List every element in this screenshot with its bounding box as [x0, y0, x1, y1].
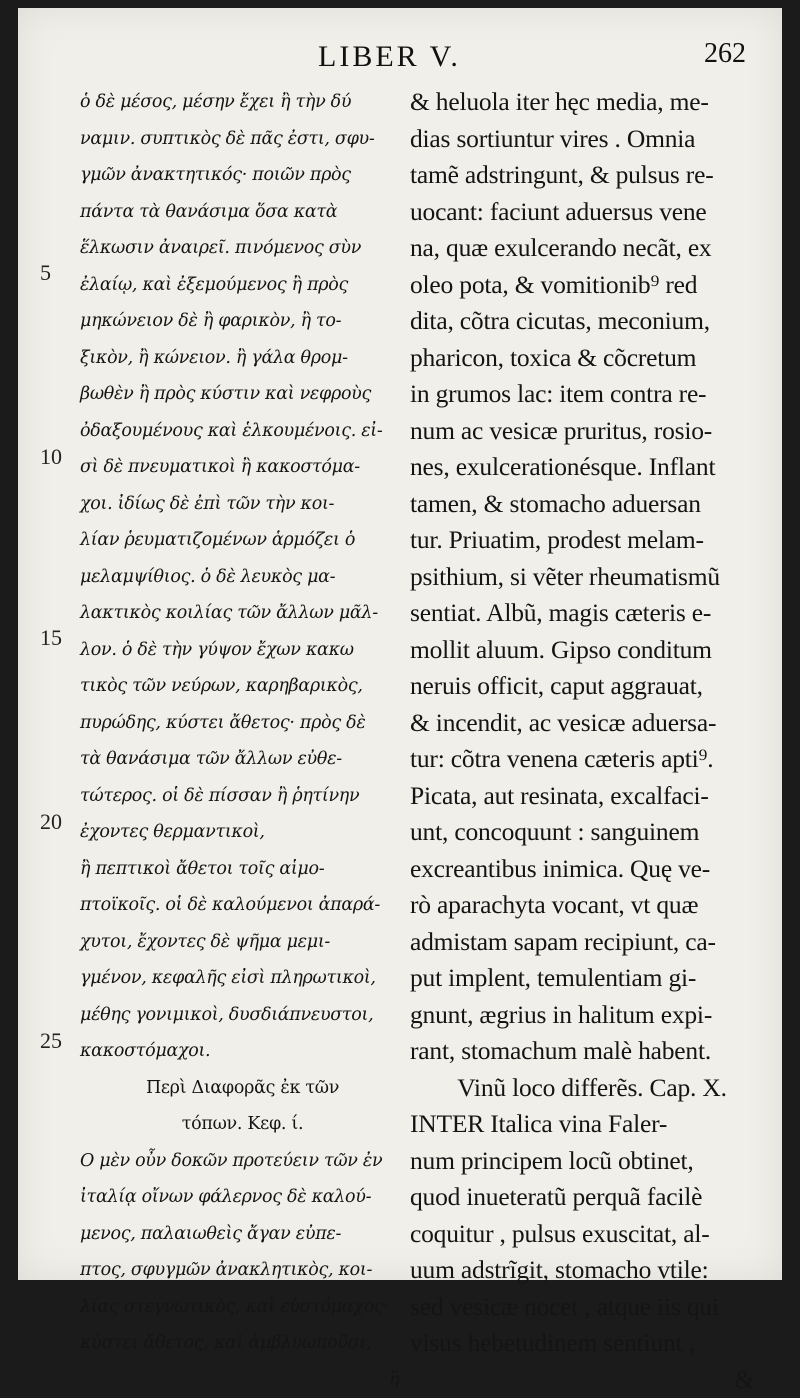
- greek-line: ἰταλίᾳ οἴνων φάλερνος δὲ καλού-: [80, 1179, 405, 1216]
- greek-line: βωθὲν ἢ πρὸς κύστιν καὶ νεφροὺς: [80, 376, 405, 413]
- latin-line: nes, exulcerationésque. Inflant: [410, 449, 774, 486]
- greek-line: γμένον, κεφαλῆς εἰσὶ πληρωτικοὶ,: [80, 960, 405, 997]
- greek-line: χυτοι, ἔχοντες δὲ ψῆμα μεμι-: [80, 924, 405, 961]
- greek-line: ἢ πεπτικοὶ ἄθετοι τοῖς αἱμο-: [80, 851, 405, 888]
- greek-line: μελαμψίθιος. ὁ δὲ λευκὸς μα-: [80, 559, 405, 596]
- latin-line: in grumos lac: item contra re-: [410, 376, 774, 413]
- greek-line: λακτικὸς κοιλίας τῶν ἄλλων μᾶλ-: [80, 595, 405, 632]
- greek-line: μέθης γονιμικοὶ, δυσδιάπνευστοι,: [80, 997, 405, 1034]
- latin-line: num principem locũ obtinet,: [410, 1143, 774, 1180]
- page-number: 262: [704, 38, 746, 70]
- latin-line: put implent, temulentiam gi-: [410, 960, 774, 997]
- greek-line: τικὸς τῶν νεύρων, καρηβαρικὸς,: [80, 668, 405, 705]
- latin-line: Picata, aut resinata, excalfaci-: [410, 778, 774, 815]
- greek-line: πτος, σφυγμῶν ἀνακλητικὸς, κοι-: [80, 1252, 405, 1289]
- latin-line: dias sortiuntur vires . Omnia: [410, 121, 774, 158]
- latin-line: psithium, si vẽter rheumatismũ: [410, 559, 774, 596]
- latin-line: uum adstrĩgit, stomacho vtile:: [410, 1252, 774, 1289]
- latin-line: tur: cõtra venena cæteris apti⁹.: [410, 741, 774, 778]
- line-number: 20: [40, 809, 62, 835]
- greek-column: [80, 84, 405, 1398]
- line-number: 5: [40, 260, 51, 286]
- greek-line: ξικὸν, ἢ κώνειον. ἢ γάλα θρομ-: [80, 340, 405, 377]
- latin-line: unt, concoquunt : sanguinem: [410, 814, 774, 851]
- latin-line: na, quæ exulcerando necãt, ex: [410, 230, 774, 267]
- latin-line: tamen, & stomacho aduersan: [410, 486, 774, 523]
- latin-line: gnunt, ægrius in halitum expi-: [410, 997, 774, 1034]
- latin-chapter-heading: Vinũ loco differẽs. Cap. X.: [410, 1070, 774, 1107]
- greek-line: κύστει ἄθετος, καὶ ἀμβλυωποῦσι,: [80, 1325, 405, 1362]
- greek-line: λίας στεγνωτικὸς, καὶ εὐστόμαχος·: [80, 1289, 405, 1326]
- latin-line: coquitur , pulsus exuscitat, al-: [410, 1216, 774, 1253]
- greek-line: λον. ὁ δὲ τὴν γύψον ἔχων κακω: [80, 632, 405, 669]
- greek-line: ναμιν. συπτικὸς δὲ πᾶς ἐστι, σφυ-: [80, 121, 405, 158]
- latin-line: mollit aluum. Gipso conditum: [410, 632, 774, 669]
- greek-line: ἕλκωσιν ἀναιρεῖ. πινόμενος σὺν: [80, 230, 405, 267]
- latin-line: admistam sapam recipiunt, ca-: [410, 924, 774, 961]
- line-number: 15: [40, 625, 62, 651]
- latin-line: rant, stomachum malè habent.: [410, 1033, 774, 1070]
- greek-line: ἐχοντες θερμαντικοὶ,: [80, 814, 405, 851]
- latin-line: & incendit, ac vesicæ aduersa-: [410, 705, 774, 742]
- greek-line: μενος, παλαιωθεὶς ἄγαν εὐπε-: [80, 1216, 405, 1253]
- latin-line: INTER Italica vina Faler-: [410, 1106, 774, 1143]
- latin-line: excreantibus inimica. Quę ve-: [410, 851, 774, 888]
- greek-line: γμῶν ἀνακτητικός· ποιῶν πρὸς: [80, 157, 405, 194]
- greek-line: τώτερος. οἱ δὲ πίσσαν ἢ ῥητίνην: [80, 778, 405, 815]
- latin-line: tamẽ adstringunt, & pulsus re-: [410, 157, 774, 194]
- greek-chapter-heading: Περὶ Διαφορᾶς ἐκ τῶν: [80, 1070, 405, 1107]
- book-page: [18, 8, 782, 1280]
- latin-line: sentiat. Albũ, magis cæteris e-: [410, 595, 774, 632]
- latin-line: neruis officit, caput aggrauat,: [410, 668, 774, 705]
- latin-line: & heluola iter hęc media, me-: [410, 84, 774, 121]
- greek-line: ὀδαξουμένους καὶ ἑλκουμένοις. εἰ-: [80, 413, 405, 450]
- latin-line: oleo pota, & vomitionib⁹ red: [410, 267, 774, 304]
- greek-line: ὁ δὲ μέσος, μέσην ἔχει ἢ τὴν δύ: [80, 84, 405, 121]
- latin-line: pharicon, toxica & cõcretum: [410, 340, 774, 377]
- running-title: LIBER V.: [318, 40, 461, 74]
- greek-chapter-heading: τόπων. Κεφ. ί.: [80, 1106, 405, 1143]
- greek-line: σὶ δὲ πνευματικοὶ ἢ κακοστόμα-: [80, 449, 405, 486]
- latin-column: [410, 84, 774, 1398]
- latin-line: rò aparachyta vocant, vt quæ: [410, 887, 774, 924]
- greek-line: πυρώδης, κύστει ἄθετος· πρὸς δὲ: [80, 705, 405, 742]
- greek-line: τὰ θανάσιμα τῶν ἄλλων εὐθε-: [80, 741, 405, 778]
- line-number: 10: [40, 444, 62, 470]
- greek-catchword: ἢ: [80, 1362, 405, 1398]
- latin-line: dita, cõtra cicutas, meconium,: [410, 303, 774, 340]
- latin-line: visus hebetudinem sentiunt ,: [410, 1325, 774, 1362]
- greek-line: πτοϊκοῖς. οἱ δὲ καλούμενοι ἀπαρά-: [80, 887, 405, 924]
- greek-line: Ο μὲν οὖν δοκῶν προτεύειν τῶν ἐν: [80, 1143, 405, 1180]
- greek-line: λίαν ῥευματιζομένων ἁρμόζει ὁ: [80, 522, 405, 559]
- latin-line: uocant: faciunt aduersus vene: [410, 194, 774, 231]
- line-number: 25: [40, 1028, 62, 1054]
- latin-line: tur. Priuatim, prodest melam-: [410, 522, 774, 559]
- greek-line: ἐλαίῳ, καὶ ἐξεμούμενος ἢ πρὸς: [80, 267, 405, 304]
- latin-line: num ac vesicæ pruritus, rosio-: [410, 413, 774, 450]
- latin-line: quod inueteratũ perquã facilè: [410, 1179, 774, 1216]
- latin-line: sed vesicæ nocet , atque iis qui: [410, 1289, 774, 1326]
- greek-line: πάντα τὰ θανάσιμα ὅσα κατὰ: [80, 194, 405, 231]
- greek-line: χοι. ἰδίως δὲ ἐπὶ τῶν τὴν κοι-: [80, 486, 405, 523]
- greek-line: κακοστόμαχοι.: [80, 1033, 405, 1070]
- greek-line: μηκώνειον δὲ ἢ φαρικὸν, ἢ το-: [80, 303, 405, 340]
- latin-catchword: &: [410, 1362, 774, 1398]
